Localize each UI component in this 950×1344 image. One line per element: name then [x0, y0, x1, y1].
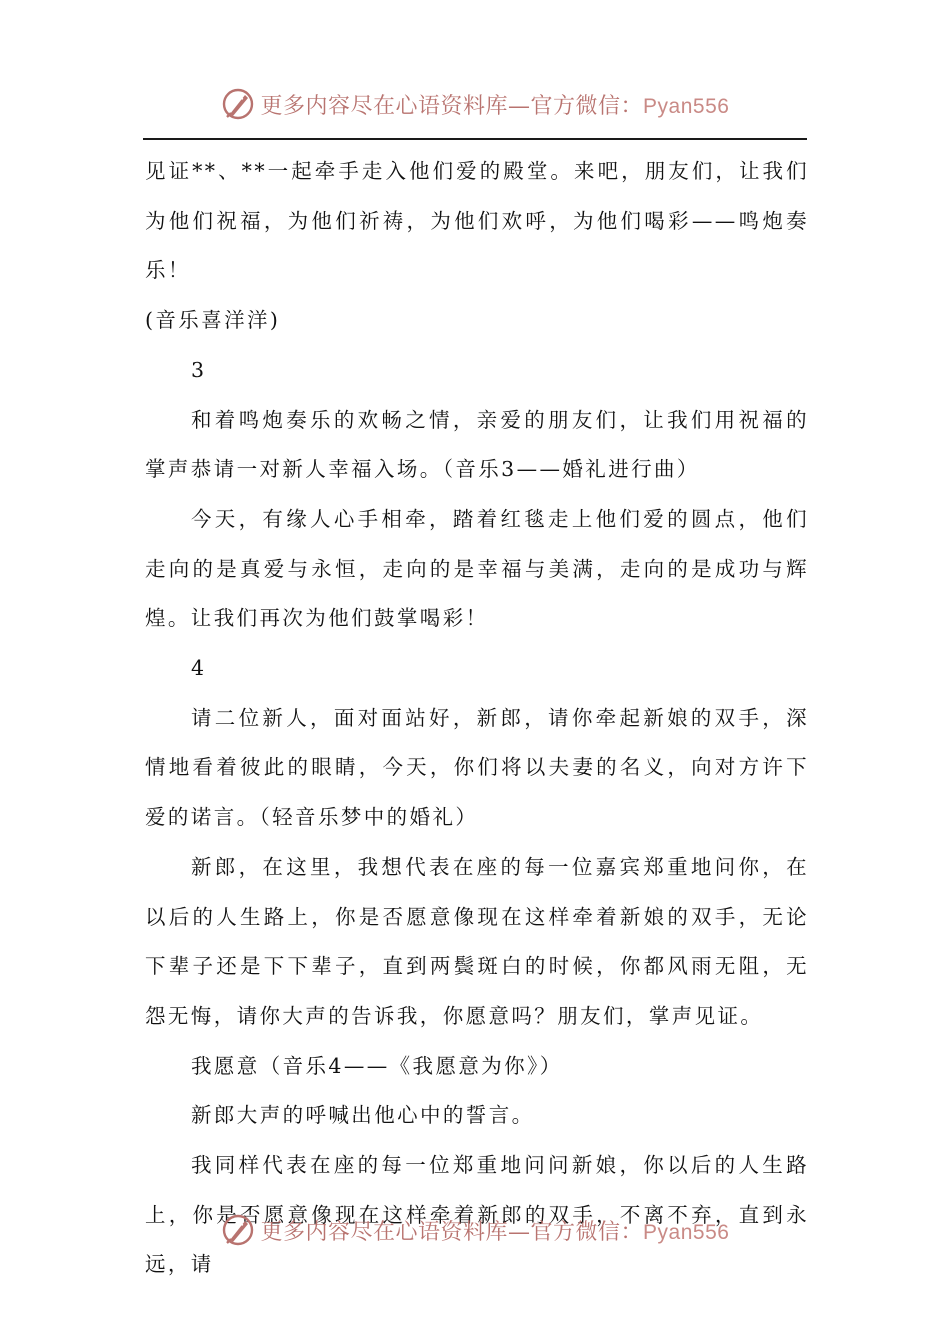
paragraph: 和着鸣炮奏乐的欢畅之情，亲爱的朋友们，让我们用祝福的掌声恭请一对新人幸福入场。（音乐3——婚礼进行曲） [145, 407, 809, 482]
quill-pen-seal-icon [221, 87, 255, 121]
paragraph: 新郎大声的呼喊出他心中的誓言。 [191, 1103, 535, 1128]
header-banner [0, 82, 950, 126]
paragraph: 今天，有缘人心手相牵，踏着红毯走上他们爱的圆点，他们走向的是真爱与永恒，走向的是幸福与美满，走向的是成功与辉煌。让我们再次为他们鼓掌喝彩！ [145, 506, 809, 631]
paragraph: 我同样代表在座的每一位郑重地问问新娘，你以后的人生路上，你是否愿意像现在这样牵着新郎的双手，不离不弃，直到永远，请 [145, 1153, 809, 1277]
wechat-handle: Pyan556 [643, 1220, 730, 1244]
quill-pen-seal-icon [221, 1213, 255, 1247]
paragraph: (音乐喜洋洋) [145, 308, 281, 333]
paragraph: 新郎，在这里，我想代表在座的每一位嘉宾郑重地问你，在以后的人生路上，你是否愿意像现在这样牵着新娘的双手，无论下辈子还是下下辈子，直到两鬓斑白的时候，你都风雨无阻，无怨无悔，请你大声的告诉我，你愿意吗？朋友们，掌声见证。 [145, 854, 809, 1028]
header-divider [143, 138, 807, 140]
paragraph: 我愿意（音乐4——《我愿意为你》） [191, 1053, 563, 1078]
section-number: 4 [191, 656, 205, 681]
footer-banner [0, 1208, 950, 1252]
paragraph: 见证**、**一起牵手走入他们爱的殿堂。来吧，朋友们，让我们为他们祝福，为他们祈祷，为他们欢呼，为他们喝彩——鸣炮奏乐！ [145, 159, 809, 283]
document-body [145, 147, 809, 1290]
section-number: 3 [191, 357, 205, 382]
header-banner-text: 更多内容尽在心语资料库—官方微信：Pyan556 [260, 93, 730, 119]
wechat-handle: Pyan556 [643, 94, 730, 118]
paragraph: 请二位新人，面对面站好，新郎，请你牵起新娘的双手，深情地看着彼此的眼睛，今天，你们将以夫妻的名义，向对方许下爱的诺言。（轻音乐梦中的婚礼） [145, 705, 809, 830]
footer-banner-text: 更多内容尽在心语资料库—官方微信：Pyan556 [260, 1219, 730, 1245]
